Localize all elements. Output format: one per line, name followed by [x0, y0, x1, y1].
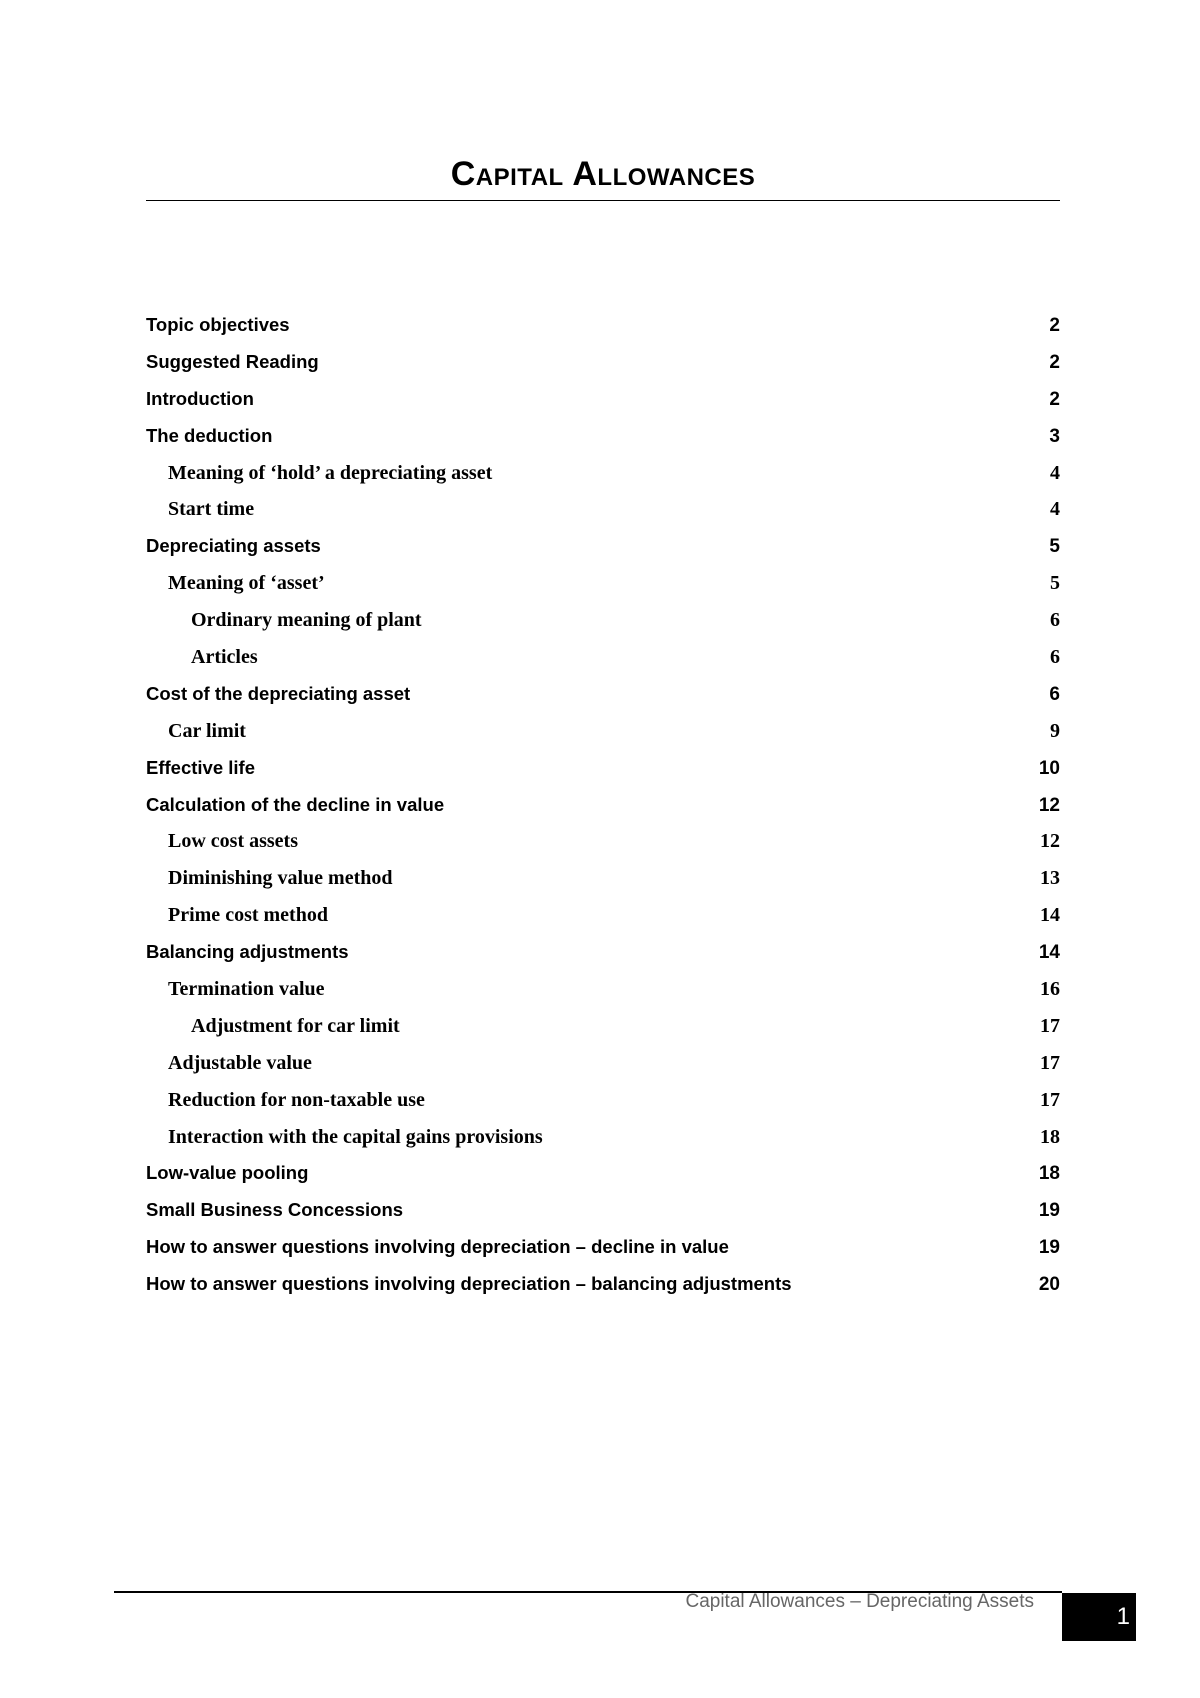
toc-entry[interactable] — [146, 572, 1060, 609]
toc-entry-label: Introduction — [146, 387, 254, 409]
toc-entry[interactable] — [146, 535, 1060, 572]
toc-entry-page: 2 — [1049, 315, 1060, 336]
toc-entry-label: Interaction with the capital gains provisions — [168, 1125, 543, 1148]
toc-entry[interactable] — [146, 867, 1060, 904]
page-number: 1 — [1116, 1603, 1130, 1630]
toc-entry[interactable] — [146, 1162, 1060, 1199]
toc-entry-page: 4 — [1050, 461, 1060, 484]
toc-entry-label: Low-value pooling — [146, 1162, 309, 1184]
toc-entry-page: 6 — [1050, 646, 1060, 669]
toc-entry[interactable] — [146, 1089, 1060, 1126]
toc-entry-page: 2 — [1049, 351, 1060, 373]
toc-entry[interactable] — [146, 830, 1060, 867]
page-title: Capital Allowances — [450, 155, 756, 193]
toc-entry-label: How to answer questions involving depreciation – decline in value — [146, 1236, 729, 1258]
toc-entry[interactable] — [146, 351, 1060, 388]
toc-entry-label: Topic objectives — [146, 314, 290, 335]
toc-entry-label: Effective life — [146, 756, 255, 778]
toc-entry[interactable] — [146, 462, 1060, 499]
toc-entry-label: Car limit — [168, 719, 246, 742]
toc-entry-page: 19 — [1038, 1200, 1060, 1222]
toc-entry-page: 17 — [1040, 1014, 1060, 1037]
toc-entry-page: 12 — [1038, 794, 1060, 816]
toc-entry-label: The deduction — [146, 424, 273, 446]
toc-entry-page: 6 — [1049, 683, 1060, 705]
toc-entry-page: 16 — [1040, 978, 1060, 1001]
toc-entry-page: 17 — [1040, 1051, 1060, 1074]
title-block — [146, 150, 1060, 198]
toc-entry-label: Meaning of ‘hold’ a depreciating asset — [168, 461, 493, 484]
toc-entry-page: 2 — [1049, 388, 1060, 410]
toc-entry-label: Diminishing value method — [168, 867, 393, 890]
page-number-box — [1062, 1593, 1136, 1641]
toc-entry[interactable] — [146, 904, 1060, 941]
toc-entry-page: 17 — [1040, 1088, 1060, 1111]
toc-entry-label: Termination value — [168, 978, 325, 1001]
toc-entry-label: How to answer questions involving depreciation – balancing adjustments — [146, 1273, 792, 1295]
toc-entry-page: 3 — [1049, 425, 1060, 447]
toc-entry[interactable] — [146, 1052, 1060, 1089]
toc-entry[interactable] — [146, 1236, 1060, 1273]
toc-entry[interactable] — [146, 314, 1060, 351]
toc-entry-label: Articles — [191, 646, 258, 669]
toc-entry-label: Adjustable value — [168, 1051, 312, 1074]
toc-entry[interactable] — [146, 609, 1060, 646]
toc-entry-page: 18 — [1038, 1163, 1060, 1185]
toc-entry-page: 9 — [1050, 719, 1060, 742]
toc-entry-page: 10 — [1038, 757, 1060, 779]
toc-entry-label: Balancing adjustments — [146, 941, 349, 963]
footer-running-title: Capital Allowances – Depreciating Assets — [685, 1591, 1034, 1612]
toc-entry[interactable] — [146, 498, 1060, 535]
toc-entry-page: 4 — [1050, 498, 1060, 521]
toc-entry[interactable] — [146, 794, 1060, 831]
toc-entry-label: Prime cost method — [168, 904, 328, 927]
toc-entry-label: Cost of the depreciating asset — [146, 682, 411, 704]
toc-entry-label: Suggested Reading — [146, 350, 319, 372]
toc-entry[interactable] — [146, 1199, 1060, 1236]
toc-entry-label: Small Business Concessions — [146, 1199, 404, 1221]
toc-entry-page: 6 — [1050, 609, 1060, 632]
title-divider — [146, 200, 1060, 201]
toc-entry-label: Ordinary meaning of plant — [191, 609, 422, 632]
toc-entry[interactable] — [146, 1126, 1060, 1163]
toc-entry[interactable] — [146, 941, 1060, 978]
toc-entry[interactable] — [146, 720, 1060, 757]
toc-entry[interactable] — [146, 1273, 1060, 1310]
toc-entry-page: 18 — [1040, 1125, 1060, 1148]
toc-entry[interactable] — [146, 425, 1060, 462]
toc-entry[interactable] — [146, 1015, 1060, 1052]
toc-entry-page: 20 — [1038, 1274, 1060, 1296]
toc-entry[interactable] — [146, 978, 1060, 1015]
toc-entry[interactable] — [146, 388, 1060, 425]
toc-entry-page: 14 — [1040, 904, 1060, 927]
toc-entry-page: 13 — [1040, 867, 1060, 890]
toc-entry-label: Meaning of ‘asset’ — [168, 572, 325, 595]
toc-entry-page: 19 — [1038, 1237, 1060, 1259]
toc-entry[interactable] — [146, 646, 1060, 683]
toc-entry-label: Depreciating assets — [146, 535, 321, 557]
toc-entry-page: 14 — [1038, 942, 1060, 964]
toc-entry[interactable] — [146, 757, 1060, 794]
toc-entry-label: Low cost assets — [168, 830, 298, 853]
table-of-contents — [146, 314, 1060, 1310]
toc-entry-label: Calculation of the decline in value — [146, 793, 445, 815]
toc-entry-page: 5 — [1049, 536, 1060, 558]
toc-entry-page: 5 — [1050, 572, 1060, 595]
toc-entry-label: Reduction for non-taxable use — [168, 1088, 425, 1111]
toc-entry-label: Start time — [168, 498, 255, 521]
toc-entry[interactable] — [146, 683, 1060, 720]
toc-entry-page: 12 — [1040, 830, 1060, 853]
toc-entry-label: Adjustment for car limit — [191, 1014, 400, 1037]
